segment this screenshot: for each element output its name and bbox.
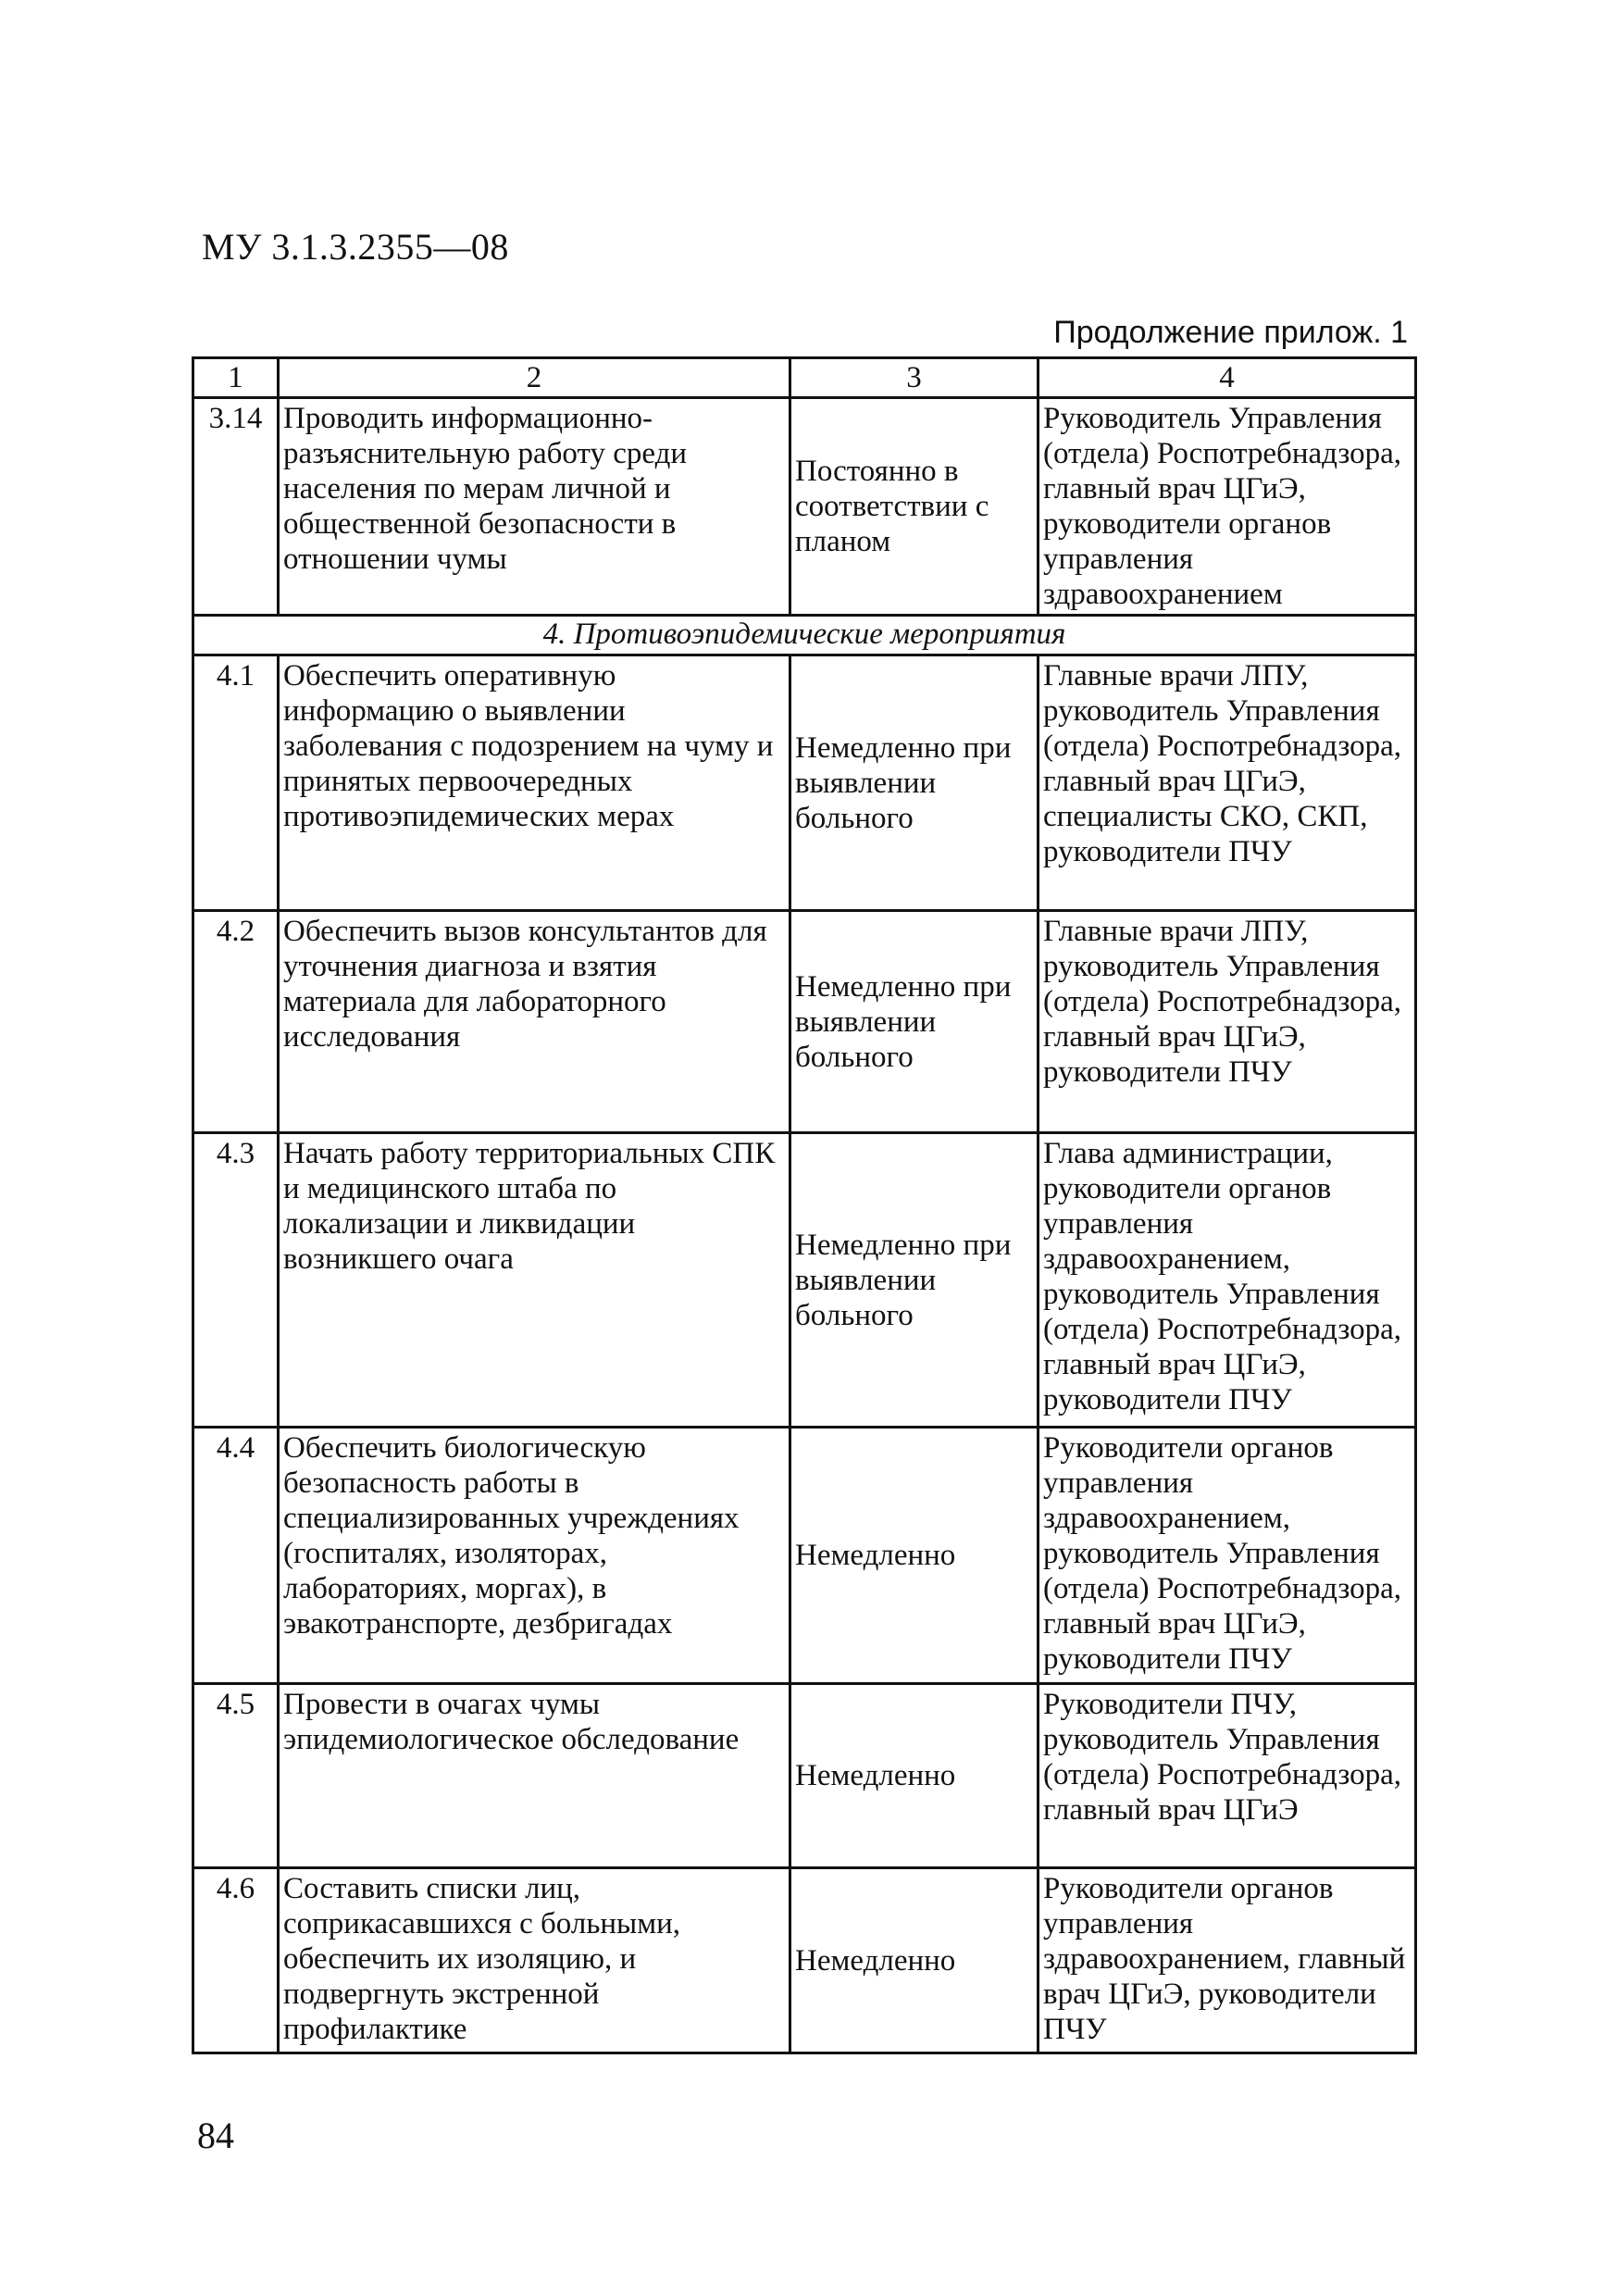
- table-row: [193, 1684, 1416, 1868]
- item-term: Немедленно: [790, 1868, 1039, 2053]
- item-action: Провести в очагах чумы эпидемиологическое обследование: [279, 1684, 790, 1868]
- item-action: Проводить информационно-разъяснительную работу среди населения по мерам личной и общественной безопасности в отношении чумы: [279, 398, 790, 616]
- table-row: [193, 1133, 1416, 1428]
- item-number: 3.14: [193, 398, 279, 616]
- item-number: 4.5: [193, 1684, 279, 1868]
- item-number: 4.6: [193, 1868, 279, 2053]
- column-number: 4: [1039, 358, 1416, 398]
- item-responsible: Главные врачи ЛПУ, руководитель Управления (отдела) Роспотребнадзора, главный врач ЦГиЭ, специалисты СКО, СКП, руководители ПЧУ: [1039, 655, 1416, 911]
- table-row: [193, 1428, 1416, 1684]
- section-title: 4. Противоэпидемические мероприятия: [193, 616, 1416, 655]
- item-action: Составить списки лиц, соприкасавшихся с больными, обеспечить их изоляцию, и подвергнуть экстренной профилактике: [279, 1868, 790, 2053]
- column-number: 1: [193, 358, 279, 398]
- column-number-row: [193, 358, 1416, 398]
- item-number: 4.2: [193, 911, 279, 1133]
- item-responsible: Руководитель Управления (отдела) Роспотребнадзора, главный врач ЦГиЭ, руководители органов управления здравоохранением: [1039, 398, 1416, 616]
- item-responsible: Главные врачи ЛПУ, руководитель Управления (отдела) Роспотребнадзора, главный врач ЦГиЭ, руководители ПЧУ: [1039, 911, 1416, 1133]
- item-responsible: Глава администрации, руководители органов управления здравоохранением, руководитель Управления (отдела) Роспотребнадзора, главный врач ЦГиЭ, руководители ПЧУ: [1039, 1133, 1416, 1428]
- item-term: Немедленно при выявлении больного: [790, 1133, 1039, 1428]
- item-term: Постоянно в соответствии с планом: [790, 398, 1039, 616]
- page-number: 84: [197, 2115, 234, 2156]
- column-number: 2: [279, 358, 790, 398]
- item-term: Немедленно при выявлении больного: [790, 655, 1039, 911]
- measures-table: [192, 356, 1417, 2054]
- item-number: 4.1: [193, 655, 279, 911]
- item-action: Обеспечить вызов консультантов для уточнения диагноза и взятия материала для лабораторного исследования: [279, 911, 790, 1133]
- item-number: 4.3: [193, 1133, 279, 1428]
- item-action: Начать работу территориальных СПК и медицинского штаба по локализации и ликвидации возникшего очага: [279, 1133, 790, 1428]
- column-number: 3: [790, 358, 1039, 398]
- table-row: [193, 911, 1416, 1133]
- item-term: Немедленно: [790, 1684, 1039, 1868]
- item-action: Обеспечить биологическую безопасность работы в специализированных учреждениях (госпиталях, изоляторах, лабораториях, моргах), в эвакотранспорте, дезбригадах: [279, 1428, 790, 1684]
- table-row: [193, 655, 1416, 911]
- item-number: 4.4: [193, 1428, 279, 1684]
- item-action: Обеспечить оперативную информацию о выявлении заболевания с подозрением на чуму и принятых первоочередных противоэпидемических мерах: [279, 655, 790, 911]
- continuation-note: Продолжение прилож. 1: [1053, 315, 1408, 350]
- item-responsible: Руководители ПЧУ, руководитель Управления (отдела) Роспотребнадзора, главный врач ЦГиЭ: [1039, 1684, 1416, 1868]
- table-row: [193, 398, 1416, 616]
- item-responsible: Руководители органов управления здравоохранением, руководитель Управления (отдела) Роспотребнадзора, главный врач ЦГиЭ, руководители ПЧУ: [1039, 1428, 1416, 1684]
- section-row: [193, 616, 1416, 655]
- item-term: Немедленно: [790, 1428, 1039, 1684]
- document-code: МУ 3.1.3.2355—08: [202, 226, 509, 268]
- item-term: Немедленно при выявлении больного: [790, 911, 1039, 1133]
- item-responsible: Руководители органов управления здравоохранением, главный врач ЦГиЭ, руководители ПЧУ: [1039, 1868, 1416, 2053]
- table-row: [193, 1868, 1416, 2053]
